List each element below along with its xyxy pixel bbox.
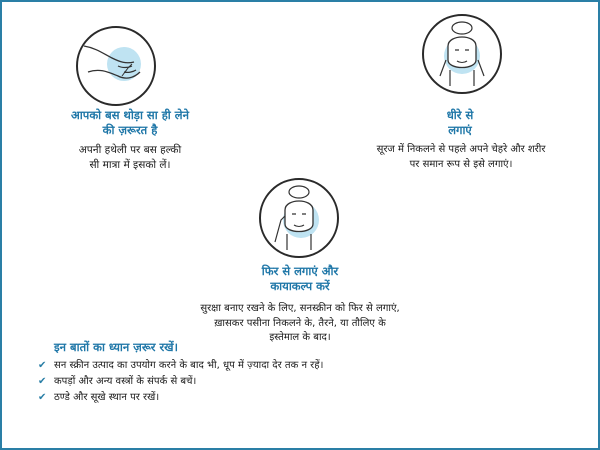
step2-body-line1: सूरज में निकलने से पहले अपने चेहरे और शरीर xyxy=(376,144,546,155)
step3-title-line2: कायाकल्प करें xyxy=(270,279,330,293)
step2-title-line1: धीरे से xyxy=(446,108,474,122)
tip-text: कपड़ों और अन्य वस्त्रों के संपर्क से बचें। xyxy=(54,376,197,387)
face-apply-icon xyxy=(422,14,502,94)
step2-body-line2: पर समान रूप से इसे लगाएं। xyxy=(409,158,513,170)
step3-body-line1: सुरक्षा बनाए रखने के लिए, सनस्क्रीन को फिर से लगाएं, xyxy=(200,303,400,314)
tip-text: ठण्डे और सूखे स्थान पर रखें। xyxy=(54,392,160,403)
tip-text: सन स्क्रीन उत्पाद का उपयोग करने के बाद भी, धूप में ज़्यादा देर तक न रहें। xyxy=(54,360,324,371)
check-icon: ✔ xyxy=(38,392,47,403)
tips-list xyxy=(38,358,323,406)
step3-body-line3: इस्तेमाल के बाद। xyxy=(269,332,331,343)
step1-body-line1: अपनी हथेली पर बस हल्की xyxy=(78,144,182,156)
check-icon: ✔ xyxy=(38,360,47,371)
step3-title xyxy=(200,264,400,294)
tips-title: इन बातों का ध्यान ज़रूर रखें। xyxy=(54,340,178,354)
tip-item xyxy=(38,358,323,374)
palm-lotion-icon xyxy=(76,26,156,106)
step3-body xyxy=(160,302,440,346)
step3-body-line2: ख़ासकर पसीना निकलने के, तैरने, या तौलिए के xyxy=(214,317,386,329)
check-icon: ✔ xyxy=(38,376,47,387)
step1-title xyxy=(40,108,220,138)
tip-item xyxy=(38,390,323,406)
step2-title-line2: लगाएं xyxy=(448,123,472,137)
step1-title-line2: की ज़रूरत है xyxy=(102,123,158,137)
step2-body xyxy=(330,143,592,172)
step1-body-line2: सी मात्रा में इसको लें। xyxy=(89,158,171,171)
step1-title-line1: आपको बस थोड़ा सा ही लेने xyxy=(71,108,189,122)
step2-title xyxy=(400,108,520,138)
tip-item xyxy=(38,374,323,390)
step1-body xyxy=(40,143,220,172)
face-reapply-icon xyxy=(259,178,339,258)
step3-title-line1: फिर से लगाएं और xyxy=(261,264,339,278)
